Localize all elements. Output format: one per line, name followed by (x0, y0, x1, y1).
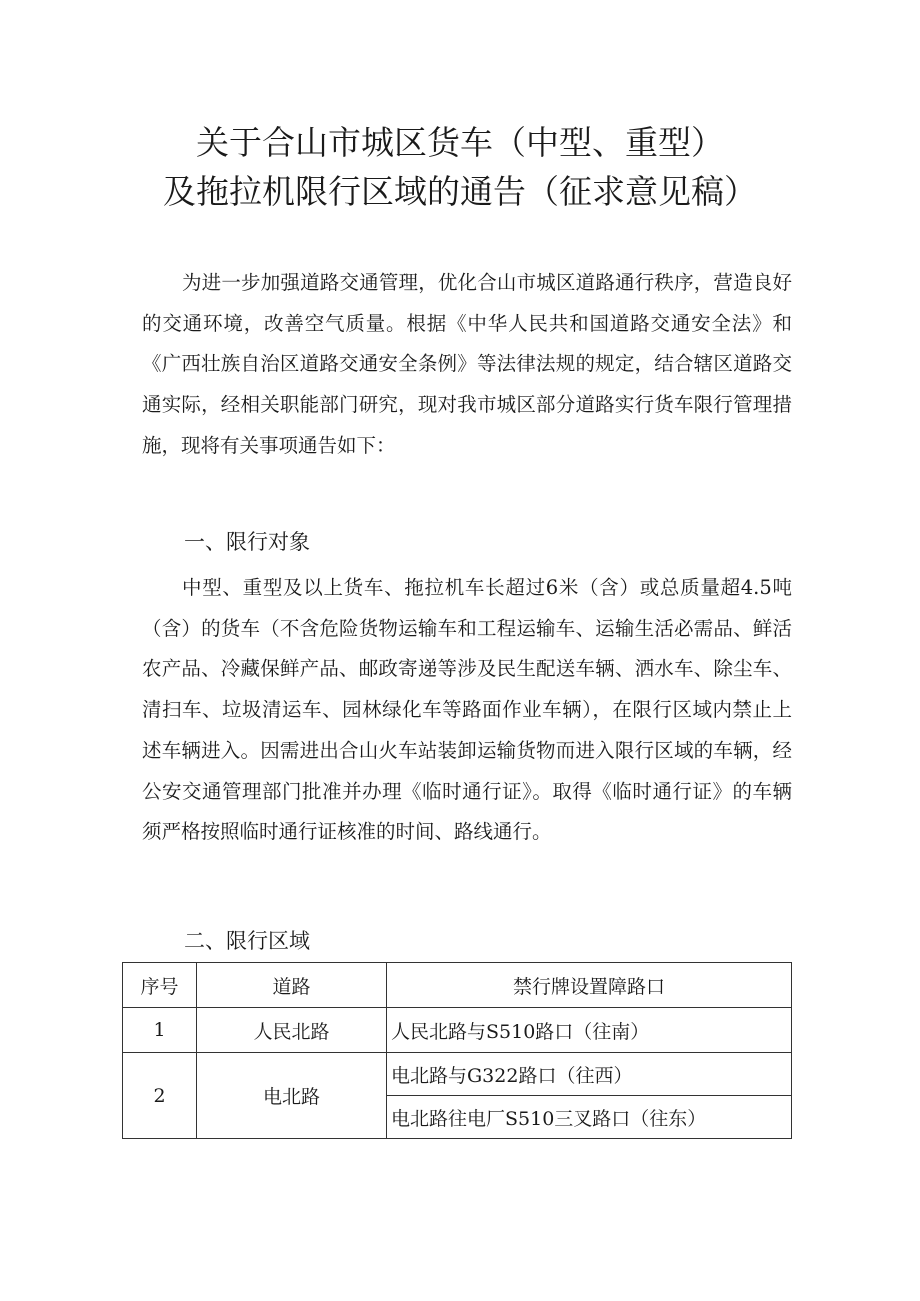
row-sign-location: 电北路与G322路口（往西） (387, 1053, 792, 1096)
row-road: 电北路 (197, 1053, 387, 1139)
table-row (123, 1008, 792, 1053)
intro-paragraph: 为进一步加强道路交通管理，优化合山市城区道路通行秩序，营造良好的交通环境，改善空气质量。根据《中华人民共和国道路交通安全法》和《广西壮族自治区道路交通安全条例》等法律法规的规定，结合辖区道路交通实际，经相关职能部门研究，现对我市城区部分道路实行货车限行管理措施，现将有关事项通告如下： (142, 271, 792, 457)
row-sign-location: 人民北路与S510路口（往南） (387, 1008, 792, 1053)
section-heading-restricted-area: 二、限行区域 (184, 929, 310, 953)
restricted-vehicles-paragraph: 中型、重型及以上货车、拖拉机车长超过6米（含）或总质量超4.5吨（含）的货车（不含危险货物运输车和工程运输车、运输生活必需品、鲜活农产品、冷藏保鲜产品、邮政寄递等涉及民生配送车辆、洒水车、除尘车、清扫车、垃圾清运车、园林绿化车等路面作业车辆），在限行区域内禁止上述车辆进入。因需进出合山火车站装卸运输货物而进入限行区域的车辆，经公安交通管理部门批准并办理《临时通行证》。取得《临时通行证》的车辆须严格按照临时通行证核准的时间、路线通行。 (142, 576, 792, 844)
header-number: 序号 (123, 963, 197, 1008)
table-row (123, 1053, 792, 1096)
section-heading-restricted-vehicles: 一、限行对象 (184, 530, 310, 554)
table-header-row (123, 963, 792, 1008)
row-road: 人民北路 (197, 1008, 387, 1053)
document-title-line-2: 及拖拉机限行区域的通告（征求意见稿） (163, 172, 757, 211)
restricted-area-table (122, 962, 792, 1139)
row-number: 1 (123, 1008, 197, 1053)
row-number: 2 (123, 1053, 197, 1139)
header-road: 道路 (197, 963, 387, 1008)
header-sign-location: 禁行牌设置障路口 (387, 963, 792, 1008)
document-title-line-1: 关于合山市城区货车（中型、重型） (196, 123, 724, 162)
row-sign-location: 电北路往电厂S510三叉路口（往东） (387, 1096, 792, 1139)
